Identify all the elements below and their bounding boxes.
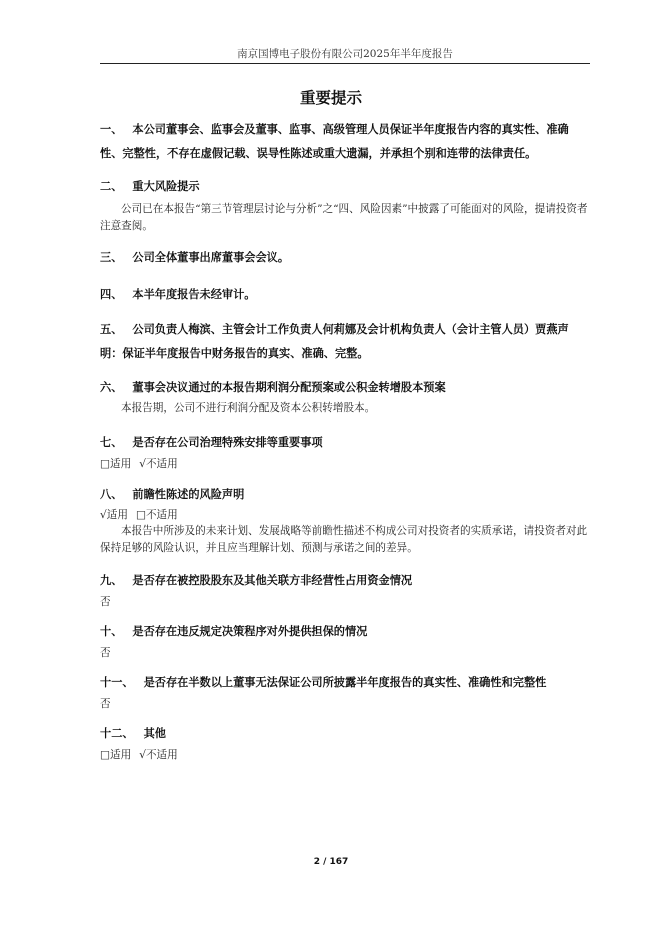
section-2-number: 二、 xyxy=(100,180,123,193)
section-9-number: 九、 xyxy=(100,574,123,587)
section-10-heading xyxy=(100,620,590,644)
section-4-number: 四、 xyxy=(100,288,123,301)
section-5-number: 五、 xyxy=(100,323,123,336)
section-9 xyxy=(100,569,590,611)
section-5-heading xyxy=(100,318,590,366)
section-8-option-not-applicable: □不适用 xyxy=(135,509,178,521)
section-6-body: 本报告期，公司不进行利润分配及资本公积转增股本。 xyxy=(121,402,376,414)
section-7-text: 是否存在公司治理特殊安排等重要事项 xyxy=(132,436,323,449)
section-3-text: 公司全体董事出席董事会会议。 xyxy=(132,251,290,264)
section-12-option-not-applicable: √不适用 xyxy=(139,749,178,761)
section-7-heading xyxy=(100,431,590,455)
section-11-text: 是否存在半数以上董事无法保证公司所披露半年度报告的真实性、准确性和完整性 xyxy=(143,676,547,689)
section-9-text: 是否存在被控股股东及其他关联方非经营性占用资金情况 xyxy=(132,574,413,587)
section-6-heading xyxy=(100,376,590,400)
section-5-text: 公司负责人梅滨、主管会计工作负责人何莉娜及会计机构负责人（会计主管人员）贾燕声明：保证半年度报告中财务报告的真实、准确、完整。 xyxy=(100,323,569,360)
section-1 xyxy=(100,118,590,166)
section-7-option-not-applicable: √不适用 xyxy=(139,458,178,470)
header-rule xyxy=(100,63,590,64)
section-12-heading xyxy=(100,722,590,746)
section-12-option-applicable: □适用 xyxy=(100,749,132,761)
section-3-number: 三、 xyxy=(100,251,123,264)
section-11-answer: 否 xyxy=(100,698,111,710)
section-1-text: 本公司董事会、监事会及董事、监事、高级管理人员保证半年度报告内容的真实性、准确性、完整性，不存在虚假记载、误导性陈述或重大遗漏，并承担个别和连带的法律责任。 xyxy=(100,123,569,160)
section-7 xyxy=(100,431,590,473)
section-6-number: 六、 xyxy=(100,381,123,394)
section-9-answer: 否 xyxy=(100,596,111,608)
section-3-heading xyxy=(100,246,590,270)
section-2-heading xyxy=(100,175,590,199)
section-7-option-applicable: □适用 xyxy=(100,458,132,470)
section-12-options xyxy=(100,746,590,764)
section-10 xyxy=(100,620,590,662)
section-11-heading xyxy=(100,671,590,695)
section-1-number: 一、 xyxy=(100,123,123,136)
section-11 xyxy=(100,671,590,713)
section-10-answer: 否 xyxy=(100,647,111,659)
section-8-number: 八、 xyxy=(100,488,123,501)
section-3 xyxy=(100,246,590,270)
section-7-options xyxy=(100,455,590,473)
section-4-text: 本半年度报告未经审计。 xyxy=(132,288,256,301)
section-8-text: 前瞻性陈述的风险声明 xyxy=(132,488,245,501)
section-12 xyxy=(100,722,590,764)
section-2 xyxy=(100,175,590,235)
section-1-heading xyxy=(100,118,590,166)
section-8 xyxy=(100,483,590,557)
page-title: 重要提示 xyxy=(299,89,362,107)
section-6-text: 董事会决议通过的本报告期利润分配预案或公积金转增股本预案 xyxy=(132,381,446,394)
section-5 xyxy=(100,318,590,366)
section-2-body: 公司已在本报告“第三节管理层讨论与分析”之“四、风险因素”中披露了可能面对的风险，提请投资者注意查阅。 xyxy=(100,203,588,232)
section-12-number: 十二、 xyxy=(100,727,134,740)
section-2-text: 重大风险提示 xyxy=(132,180,200,193)
section-6 xyxy=(100,376,590,417)
section-4 xyxy=(100,283,590,307)
section-8-heading xyxy=(100,483,590,507)
section-4-heading xyxy=(100,283,590,307)
running-header: 南京国博电子股份有限公司2025年半年度报告 xyxy=(237,48,453,60)
section-10-number: 十、 xyxy=(100,625,123,638)
section-12-text: 其他 xyxy=(143,727,166,740)
section-10-text: 是否存在违反规定决策程序对外提供担保的情况 xyxy=(132,625,368,638)
section-8-options xyxy=(100,507,590,523)
section-8-option-applicable: √适用 xyxy=(100,509,128,521)
section-7-number: 七、 xyxy=(100,436,123,449)
section-9-heading xyxy=(100,569,590,593)
section-11-number: 十一、 xyxy=(100,676,134,689)
page-number: 2 / 167 xyxy=(313,857,349,867)
section-8-body: 本报告中所涉及的未来计划、发展战略等前瞻性描述不构成公司对投资者的实质承诺，请投资者对此保持足够的风险认识，并且应当理解计划、预测与承诺之间的差异。 xyxy=(100,525,588,554)
